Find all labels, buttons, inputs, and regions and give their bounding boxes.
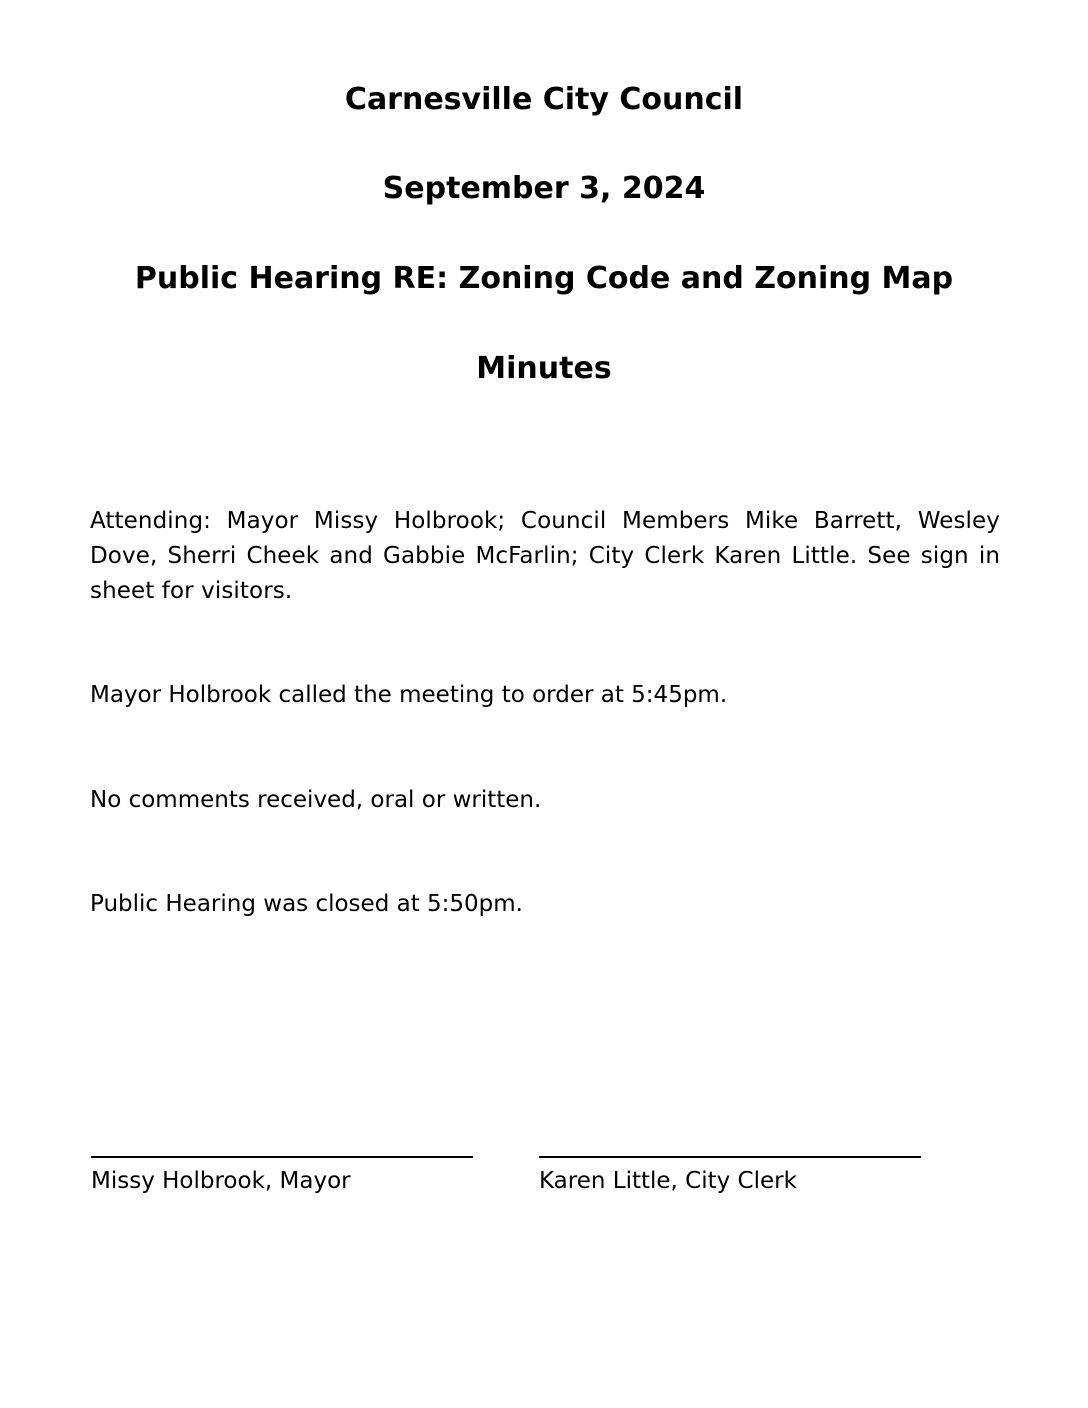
clerk-signature-line [539,1156,921,1158]
hearing-subject: Public Hearing RE: Zoning Code and Zoning Map [134,261,954,296]
council-title: Carnesville City Council [344,82,744,117]
attending-paragraph: Attending: Mayor Missy Holbrook; Council Members Mike Barrett, Wesley Dove, Sherri Cheek and Gabbie McFarlin; City Clerk Karen Little. See sign in sheet for visitors. [90,508,1000,604]
hearing-closed-paragraph: Public Hearing was closed at 5:50pm. [90,891,523,917]
comments-paragraph: No comments received, oral or written. [90,787,542,813]
clerk-signature-label: Karen Little, City Clerk [539,1168,797,1194]
mayor-signature-line [91,1156,473,1158]
mayor-signature-label: Missy Holbrook, Mayor [91,1168,351,1194]
call-to-order-paragraph: Mayor Holbrook called the meeting to order at 5:45pm. [90,682,728,708]
minutes-heading: Minutes [476,351,612,386]
meeting-date: September 3, 2024 [382,171,706,206]
